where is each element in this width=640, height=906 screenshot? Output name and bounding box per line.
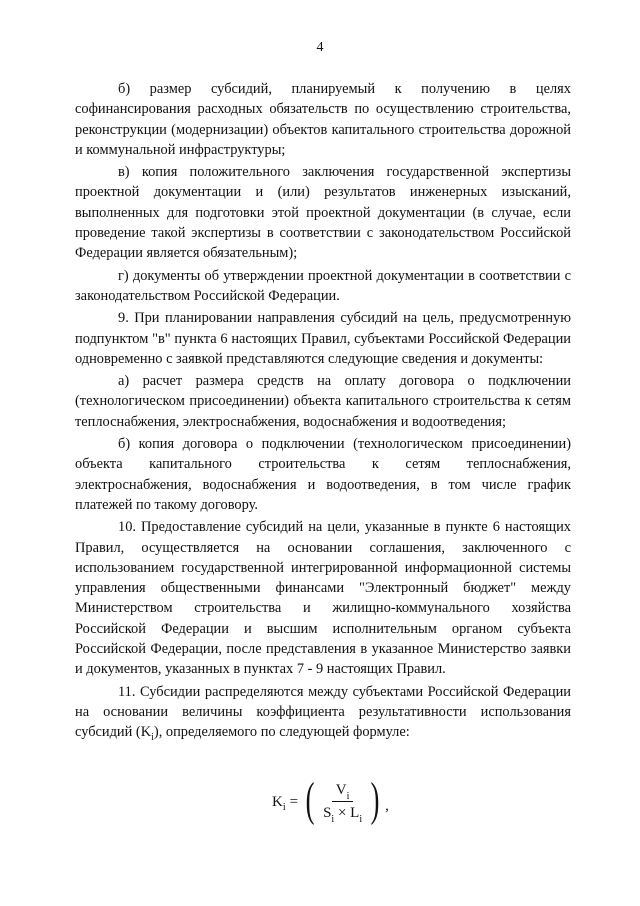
- formula-denominator: [319, 802, 366, 825]
- formula-denominator-left: S: [323, 805, 332, 821]
- paragraph-g-approval-documents: г) документы об утверждении проектной документации в соответствии с законодательством Российской Федерации.: [75, 267, 571, 304]
- formula-fraction: [319, 782, 366, 825]
- paragraph-10-provision: 10. Предоставление субсидий на цели, указанные в пункте 6 настоящих Правил, осуществляется на основании соглашения, заключенного с использованием государственной интегрированной информационной системы управления общественными финансами "Электронный бюджет" между Министерством строительства и жилищно-коммунального хозяйства Российской Федерации и высшим исполнительным органом субъекта Российской Федерации, после представления в указанное Министерство заявки и документов, указанных в пунктах 7 - 9 настоящих Правил.: [75, 519, 571, 678]
- formula-numerator-var: V: [335, 782, 347, 798]
- formula-block: [0, 772, 640, 832]
- paragraph-11-distribution: [75, 682, 571, 749]
- formula-lhs: K: [272, 793, 283, 810]
- formula-denominator-left-subscript: i: [331, 814, 335, 825]
- document-body: [75, 79, 571, 750]
- paragraph-11-subscript: i: [151, 732, 154, 744]
- formula-numerator-subscript: i: [346, 791, 350, 802]
- paragraph-11-text-after: ), определяемого по следующей формуле:: [153, 724, 410, 741]
- formula-equals: =: [289, 793, 299, 810]
- paragraph-v-expertise-copy: в) копия положительного заключения государственной экспертизы проектной документации и (или) результатов инженерных изысканий, выполненных для подготовки этой проектной документации (в случае, если проведение такой экспертизы в соответствии с законодательством Российской Федерации является обязательным);: [75, 164, 571, 262]
- paragraph-11-text-before: 11. Субсидии распределяются между субъектами Российской Федерации на основании величины коэффициента результативности использования субсидий (K: [75, 683, 571, 741]
- formula-open-paren: (: [305, 773, 315, 826]
- paragraph-b-subsidy-amount: б) размер субсидий, планируемый к получению в целях софинансирования расходных обязательств по осуществлению строительства, реконструкции (модернизации) объектов капитального строительства дорожной и коммунальной инфраструктуры;: [75, 81, 571, 158]
- formula-denominator-right-subscript: i: [359, 814, 363, 825]
- page-number: 4: [316, 40, 324, 55]
- formula-times: ×: [337, 805, 347, 821]
- formula-denominator-right: L: [350, 805, 360, 821]
- coefficient-formula: [272, 772, 389, 832]
- paragraph-a-cost-calculation: а) расчет размера средств на оплату договора о подключении (технологическом присоединении) объекта капитального строительства к сетям теплоснабжения, электроснабжения, водоснабжения и водоотведения;: [75, 373, 571, 430]
- paragraph-9-planning: 9. При планировании направления субсидий на цель, предусмотренную подпунктом "в" пункта 6 настоящих Правил, субъектами Российской Федерации одновременно с заявкой представляются следующие сведения и документы:: [75, 310, 571, 367]
- formula-lhs-subscript: i: [282, 801, 286, 813]
- formula-numerator: [332, 782, 354, 802]
- formula-trailing-comma: ,: [385, 797, 389, 814]
- formula-close-paren: ): [370, 773, 380, 826]
- paragraph-b-contract-copy: б) копия договора о подключении (технологическом присоединении) объекта капитального строительства к сетям теплоснабжения, электроснабжения, водоснабжения и водоотведения, в том числе график платежей по такому договору.: [75, 436, 571, 513]
